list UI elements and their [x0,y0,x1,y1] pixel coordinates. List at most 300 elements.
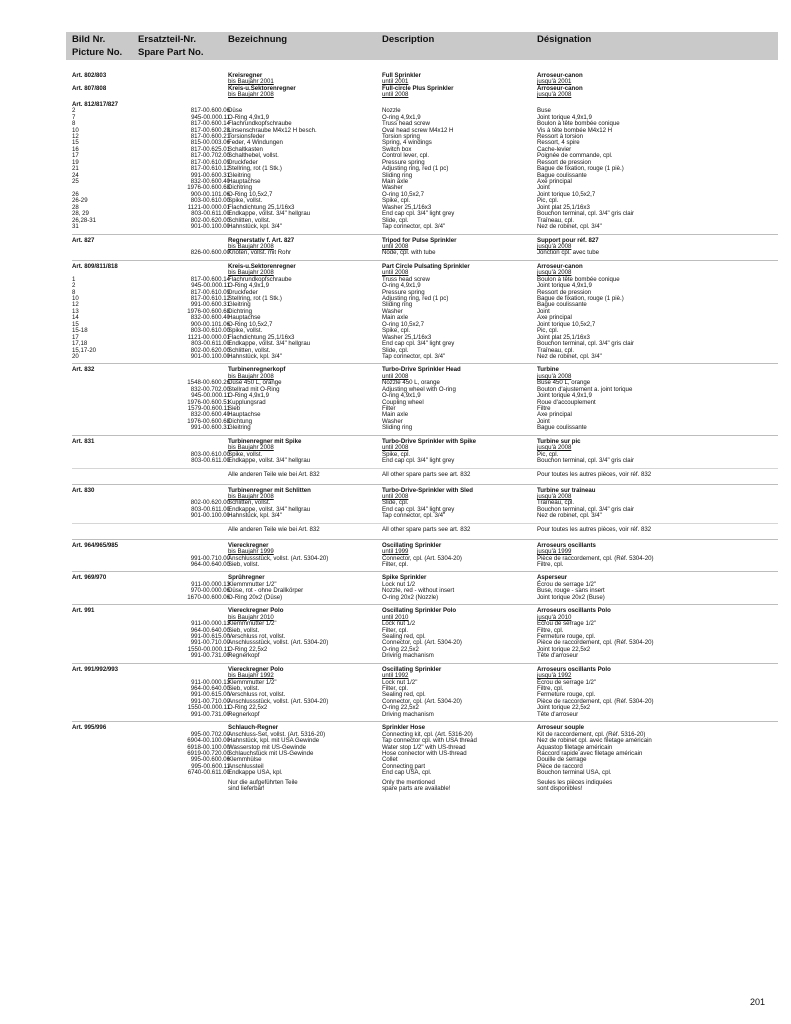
description-de: O-Ring 22,5x2 [228,645,268,653]
product-name-fr: Arroseurs oscillants Polo [537,607,611,615]
description-de: Schaltkasten [228,145,263,153]
description-de: Regnerkopf [228,710,260,718]
product-name-en: Oscillating Sprinkler [382,541,442,549]
description-en: Collet [382,756,398,764]
section-divider [72,539,778,540]
description-fr: Bouchon terminal, cpl. 3/4" gris clair [537,210,634,218]
spare-part-no: 817-00.600.06 [190,107,230,115]
description-de: Flachrundkopfschraube [228,120,292,128]
description-fr: Joint torique 22,5x2 [537,645,591,653]
description-fr: Axe principal [537,314,572,322]
section-divider [72,604,778,605]
description-de: Kreis-u.Sektorenregner [228,84,296,92]
article-number: Art. 831 [72,437,95,445]
description-fr: Boulon à tête bombée conique [537,275,620,283]
description-en: Connecting kit, cpl. (Art. 5316-20) [382,730,473,738]
description-en: Spike, cpl. [382,450,411,458]
description-en: Coupling wheel [382,398,424,406]
description-de: O-Ring 4,9x1,9 [228,113,269,121]
description-fr: Douille de serrage [537,756,587,764]
picture-no: 19 [72,158,79,166]
spare-part-no: 991-00.731.00 [190,710,230,718]
spare-part-no: 6918-00.100.00 [187,743,230,751]
description-fr: Axe principal [537,178,572,185]
note-row [72,527,778,536]
description-fr: Joint torique 22,5x2 [537,704,591,712]
description-de: Linsenschraube M4x12 H besch. [228,126,317,134]
description-de: Nur die aufgeführten Teile [228,778,298,786]
description-en: Water stop 1/2" with US-thread [382,743,466,751]
spare-part-no: 1976-00.600.51 [187,398,230,406]
description-en: Sliding ring [382,301,413,309]
description-en: until 2008 [382,269,409,277]
description-de: Knoten, vollst. mit Rohr [228,249,291,257]
description-de: Klemmmutter 1/2" [228,580,277,588]
spare-part-no: 991-00.710.00 [190,697,230,705]
table-row [72,224,778,230]
description-de: Endkappe, vollst. 3/4" hellgrau [228,340,311,348]
description-en: spare parts are available! [382,785,451,793]
product-name-fr: Turbine [537,366,559,374]
product-name-en: Spike Sprinkler [382,574,427,582]
description-fr: Ressort de pression [537,288,592,296]
product-name-de: Viereckregner [228,541,269,549]
picture-no: 28 [72,203,79,211]
description-de: Druckfeder [228,158,258,166]
description-de: Stellring, rot (1 Stk.) [228,165,282,173]
picture-no: 26 [72,190,79,198]
picture-no: 14 [72,314,79,322]
table-row [72,92,778,98]
section-divider [72,435,778,436]
description-en: O-ring 22,5x2 [382,704,419,712]
description-fr: Pièce de raccordement, cpl. (Réf. 5304-20) [537,697,654,705]
section-divider [72,721,778,722]
spare-part-no: 815-00.003.06 [190,139,230,147]
parts-section [72,663,778,719]
description-fr: Joint plat 25,1/16x3 [537,333,590,341]
description-en: until 2008 [382,372,409,380]
description-en: End cap cpl. 3/4" light grey [382,457,455,465]
description-en: until 2008 [382,91,409,99]
description-fr: Joint plat 25,1/16x3 [537,203,590,211]
description-de: bis Baujahr 2001 [228,78,274,86]
description-en: Truss head screw [382,275,430,283]
description-en: Pressure spring [382,288,425,296]
description-fr: jusqu'à 2008 [537,269,572,277]
product-name-fr: Arroseurs oscillants [537,541,596,549]
description-fr: Buse, rouge - sans insert [537,587,605,595]
header-designation: Désignation [537,34,592,45]
description-fr: Traîneau, cpl. [537,346,575,354]
parts-section [72,73,778,231]
table-row [72,712,778,718]
description-de: sind lieferbar! [228,785,265,793]
description-fr: jusqu'à 2008 [537,242,572,250]
description-en: Pressure spring [382,158,425,166]
article-number: Art. 969/970 [72,574,107,582]
description-fr: Traîneau, cpl. [537,499,575,507]
parts-section [72,363,778,431]
picture-no: 13 [72,307,79,315]
description-de: Klemmmutter 1/2" [228,678,277,686]
description-de: bis Baujahr 2008 [228,444,274,452]
spare-part-no: 995-00.600.11 [191,762,230,770]
description-de: O-Ring 10,5x2,7 [228,190,273,198]
page-number: 201 [749,997,765,1007]
description-fr: Aquastop filetage américain [537,743,613,751]
description-fr: Joint [537,417,550,425]
description-fr: Arroseur-canon [537,84,583,92]
description-fr: Traîneau, cpl. [537,216,575,224]
description-de: Hahnstück, kpl. 3/4" [228,352,282,360]
header-description: Description [382,34,435,45]
description-fr: Écrou de serrage 1/2" [537,620,597,628]
picture-no: 15 [72,320,79,328]
product-name-fr: Arroseur souple [537,724,585,732]
product-name-fr: Arroseur-canon [537,262,583,270]
description-fr: Joint torique 10,5x2,7 [537,190,596,198]
section-divider [72,571,778,572]
product-name-en: Turbo-Drive-Sprinkler with Sled [382,486,473,494]
description-fr: Filtre, cpl. [537,626,564,634]
spare-part-no: 817-00.625.01 [190,145,230,153]
description-en: Connector, cpl. (Art. 5304-20) [382,697,462,705]
spare-part-no: 911-00.000.13 [191,620,230,628]
spare-part-no: 832-00.702.00 [190,385,230,393]
description-de: Druckfeder [228,288,258,296]
picture-no: 20 [72,352,79,360]
picture-no: 15 [72,139,79,147]
spare-part-no: 900-00.101.06 [190,190,230,198]
product-name-de: Regnerstativ f. Art. 827 [228,236,295,244]
description-fr: Joint [537,184,550,192]
description-de: Anschlussteil [228,762,264,770]
description-en: Filter, cpl. [382,561,409,568]
description-fr: Ressort de pression [537,158,592,166]
product-name-de: Kreisregner [228,72,263,79]
article-number: Art. 830 [72,486,95,494]
header-spare-part-de: Ersatzteil-Nr. [138,34,197,45]
description-fr: Bouchon terminal, cpl. 3/4" gris clair [537,505,634,513]
spare-part-no: 945-00.000.11 [191,392,230,400]
description-de: Anschluss-Set, vollst. (Art. 5316-20) [228,730,326,738]
picture-no: 17 [72,152,79,160]
description-fr: Bouchon terminal, cpl. 3/4" gris clair [537,340,634,348]
spare-part-no: 803-00.611.00 [191,210,230,218]
spare-part-no: 832-00.600.40 [190,178,230,185]
description-de: Wasserstop mit US-Gewinde [228,743,306,751]
description-fr: Raccord rapide avec filetage américain [537,749,643,757]
description-en: Main axle [382,314,409,322]
description-en: Washer 25,1/16x3 [382,203,432,211]
description-de: bis Baujahr 1999 [228,548,274,556]
spare-part-no: 1550-00.000.11 [187,645,230,653]
article-number: Art. 809/811/818 [72,262,118,270]
picture-no: 10 [72,126,79,134]
header-picture-no-en: Picture No. [72,47,123,58]
spare-part-no: 991-00.731.00 [190,652,230,660]
spare-part-no: 817-00.600.14 [190,275,230,283]
description-en: until 2008 [382,242,409,250]
description-fr: Buse [537,107,551,115]
description-en: Oval head screw M4x12 H [382,126,454,134]
spare-part-no: 802-00.620.00 [190,499,230,507]
table-row [72,595,778,601]
description-en: Slide, cpl. [382,216,409,224]
description-en: O-ring 10,5x2,7 [382,190,425,198]
description-fr: Roue d'accouplement [537,398,596,406]
description-fr: Seules les pièces indiquées [537,778,613,786]
description-fr: Nez de robinet, cpl. 3/4" [537,512,602,520]
article-number: Art. 991/992/993 [72,665,119,673]
description-en: Sealing red, cpl. [382,632,426,640]
note-text: Pour toutes les autres pièces, voir réf. 832 [537,525,652,533]
description-de: bis Baujahr 2010 [228,613,274,621]
description-en: Filter, cpl. [382,685,409,692]
description-de: Schalthebel, vollst. [228,152,279,160]
description-en: Node, cpl. with tube [382,249,436,257]
spare-part-no: 817-00.610.12 [190,295,230,302]
parts-section [72,721,778,792]
description-en: End cap USA, cpl. [382,769,432,777]
picture-no: 15-18 [72,327,88,335]
description-fr: Nez de robinet, cpl. 3/4" [537,352,602,360]
product-name-fr: Asperseur [537,574,568,582]
description-fr: Axe principal [537,411,572,419]
description-en: Adjusting ring, red (1 pc) [382,295,449,302]
description-fr: jusqu'à 2001 [537,78,572,86]
description-fr: Joint [537,307,550,315]
description-en: Sliding ring [382,171,413,179]
description-fr: Nez de robinet, cpl. 3/4" [537,223,602,231]
description-fr: Cache-levier [537,145,572,153]
description-fr: Écrou de serrage 1/2" [537,678,597,686]
description-en: until 1992 [382,672,409,680]
description-en: Nozzle, red - without insert [382,587,455,595]
description-de: Feder, 4 Windungen [228,139,283,147]
spare-part-no: 964-00.640.00 [190,626,230,634]
description-en: Connector, cpl. (Art. 5304-20) [382,554,462,562]
spare-part-no: 1976-00.600.68 [187,184,230,192]
product-name-de: Kreis-u.Sektorenregner [228,262,296,270]
product-name-en: Turbo-Drive Sprinkler with Spike [382,437,477,445]
picture-no: 8 [72,288,76,296]
spare-part-no: 803-00.611.00 [191,505,230,513]
description-de: Spike, vollst. [228,197,263,205]
description-en: Main axle [382,411,409,419]
description-de: bis Baujahr 2008 [228,91,274,99]
description-de: Sieb, vollst. [228,561,260,568]
spare-part-no: 900-00.101.06 [190,320,230,328]
spare-part-no: 945-00.000.11 [191,282,230,290]
description-fr: Filtre, cpl. [537,561,564,568]
product-name-en: Tripod for Pulse Sprinkler [382,236,457,244]
description-fr: Joint torique 4,9x1,9 [537,113,592,121]
description-de: Schlitten, vollst. [228,216,271,224]
spare-part-no: 6740-00.611.00 [187,769,230,777]
description-en: until 2008 [382,444,409,452]
description-en: Connecting part [382,762,426,770]
description-de: Spike, vollst. [228,450,263,458]
description-de: Verschluss rot, vollst. [228,632,286,640]
product-name-fr: Arroseur-canon [537,72,583,79]
product-name-de: Turbinenregnerkopf [228,366,286,374]
picture-no: 31 [72,223,79,231]
description-de: Schlitten, vollst. [228,499,271,507]
description-fr: Pièce de raccord [537,762,583,770]
description-de: Dichtring [228,307,253,315]
spare-part-no: 911-00.000.13 [191,580,230,588]
description-en: Lock nut 1/2" [382,678,418,686]
description-fr: Ressort, 4 spire [537,139,580,147]
description-en: Spring, 4 windings [382,139,432,147]
description-de: Hahnstück, kpl. 3/4" [228,223,282,231]
description-en: until 1999 [382,548,409,556]
picture-no: 2 [72,107,76,115]
description-en: Washer [382,307,403,315]
spare-part-no: 1121-00.000.01 [187,333,230,341]
description-de: O-Ring 4,9x1,9 [228,282,269,290]
spare-part-no: 995-00.702.00 [190,730,230,738]
description-en: O-ring 20x2 (Nozzle) [382,593,439,601]
spare-part-no: 802-00.620.00 [190,346,230,354]
description-de: Dichtring [228,184,253,192]
description-de: Spike, vollst. [228,327,263,335]
description-fr: Nez de robinet cpl. avec filetage américain [537,737,652,745]
spare-part-no: 970-00.000.06 [190,587,230,595]
description-en: Filter, cpl. [382,626,409,634]
article-number: Art. 991 [72,607,95,615]
description-en: Washer [382,417,403,425]
spare-part-no: 6904-00.100.00 [187,737,230,745]
article-number: Art. 827 [72,236,95,244]
picture-no: Art. 807/808 [72,84,107,92]
description-de: Flachdichtung 25,1/16x3 [228,203,295,211]
spare-part-no: 991-00.600.31 [190,171,230,179]
description-en: O-ring 10,5x2,7 [382,320,425,328]
picture-no: 8 [72,120,76,128]
spare-part-no: 1548-00.600.26 [187,379,230,387]
description-de: Gleitring [228,171,251,179]
product-name-de: Turbinenregner mit Spike [228,437,302,445]
description-fr: jusqu'à 2008 [537,372,572,380]
description-en: Adjusting ring, red (1 pc) [382,165,449,173]
spare-part-no: 1550-00.000.11 [187,704,230,712]
spare-part-no: 817-00.600.28 [190,126,230,134]
description-en: Adjusting wheel with O-ring [382,385,456,393]
product-name-fr: Support pour réf. 827 [537,236,599,244]
spare-part-no: 1121-00.000.01 [187,203,230,211]
table-row [72,458,778,464]
description-fr: Fermeture rouge, cpl. [537,691,596,699]
spare-part-no: 803-00.610.00 [190,450,230,458]
description-de: Klemmhülse [228,756,262,764]
description-de: Kupplungsrad [228,398,266,406]
spare-part-no: 1579-00.600.11 [187,405,230,412]
table-header [66,32,778,60]
table-row [72,653,778,659]
picture-no: 7 [72,113,76,121]
description-de: Endkappe USA, kpl. [228,769,283,777]
description-fr: Pièce de raccordement, cpl. (Réf. 5304-20) [537,639,654,647]
description-fr: Vis à tête bombée M4x12 H [537,126,613,134]
parts-section [72,539,778,569]
spare-part-no: 991-00.600.31 [190,301,230,309]
description-de: bis Baujahr 2008 [228,242,274,250]
description-fr: jusqu'à 2008 [537,91,572,99]
description-de: Endkappe, vollst. 3/4" hellgrau [228,210,311,218]
spare-part-no: 991-00.710.00 [190,639,230,647]
description-en: Switch box [382,145,412,153]
picture-no: 24 [72,171,79,179]
product-name-de: Sprühregner [228,574,265,582]
description-fr: Tête d'arroseur [537,652,579,660]
parts-section [72,604,778,660]
spare-part-no: 803-00.611.00 [191,457,230,465]
description-de: Sieb [228,405,241,412]
parts-section [72,571,778,601]
description-de: Gleitring [228,424,251,432]
picture-no: 25 [72,178,79,185]
header-picture-no-de: Bild Nr. [72,34,106,45]
section-divider [72,663,778,664]
description-en: Sliding ring [382,424,413,432]
description-en: O-ring 4,9x1,9 [382,392,421,400]
description-en: Nozzle 450 L, orange [382,379,440,387]
description-fr: Bague de fixation, rouge (1 piè.) [537,295,624,302]
header-spare-part-en: Spare Part No. [138,47,204,58]
spare-part-no: 991-00.615.00 [190,632,230,640]
picture-no: 2 [72,282,76,290]
description-fr: Joint torique 20x2 (Buse) [537,593,605,601]
description-en: End cap cpl. 3/4" light grey [382,340,455,348]
description-en: Washer [382,184,403,192]
table-row [72,354,778,360]
description-de: Hauptachse [228,314,261,322]
note-divider [72,523,778,524]
description-en: Nozzle [382,107,401,115]
description-en: Sealing red, cpl. [382,691,426,699]
description-de: bis Baujahr 1992 [228,672,274,680]
description-de: bis Baujahr 2008 [228,372,274,380]
description-fr: jusqu'à 2010 [537,613,572,621]
section-divider [72,234,778,235]
table-row [72,250,778,256]
parts-section [72,435,778,481]
note-text: Pour toutes les autres pièces, voir réf. 832 [537,470,652,478]
description-en: O-ring 22,5x2 [382,645,419,653]
description-de: Hauptachse [228,178,261,185]
description-fr: jusqu'à 1992 [537,672,572,680]
description-fr: Pic, cpl. [537,450,559,458]
table-row [72,562,778,568]
description-de: Flachdichtung 25,1/16x3 [228,333,295,341]
picture-no: Art. 812/817/827 [72,100,119,108]
description-fr: Buse 450 L, orange [537,379,591,387]
description-de: Düse 450 L, orange [228,379,282,387]
description-en: Driving machanism [382,710,434,718]
picture-no: 17,18 [72,340,88,348]
spare-part-no: 803-00.610.00 [190,197,230,205]
description-en: Lock nut 1/2 [382,620,416,628]
description-en: Filter [382,405,396,412]
description-en: until 2008 [382,492,409,500]
section-divider [72,260,778,261]
description-fr: Poignée de commande, cpl. [537,152,613,160]
spare-part-no: 802-00.620.00 [190,216,230,224]
spare-part-no: 803-00.611.00 [191,340,230,348]
